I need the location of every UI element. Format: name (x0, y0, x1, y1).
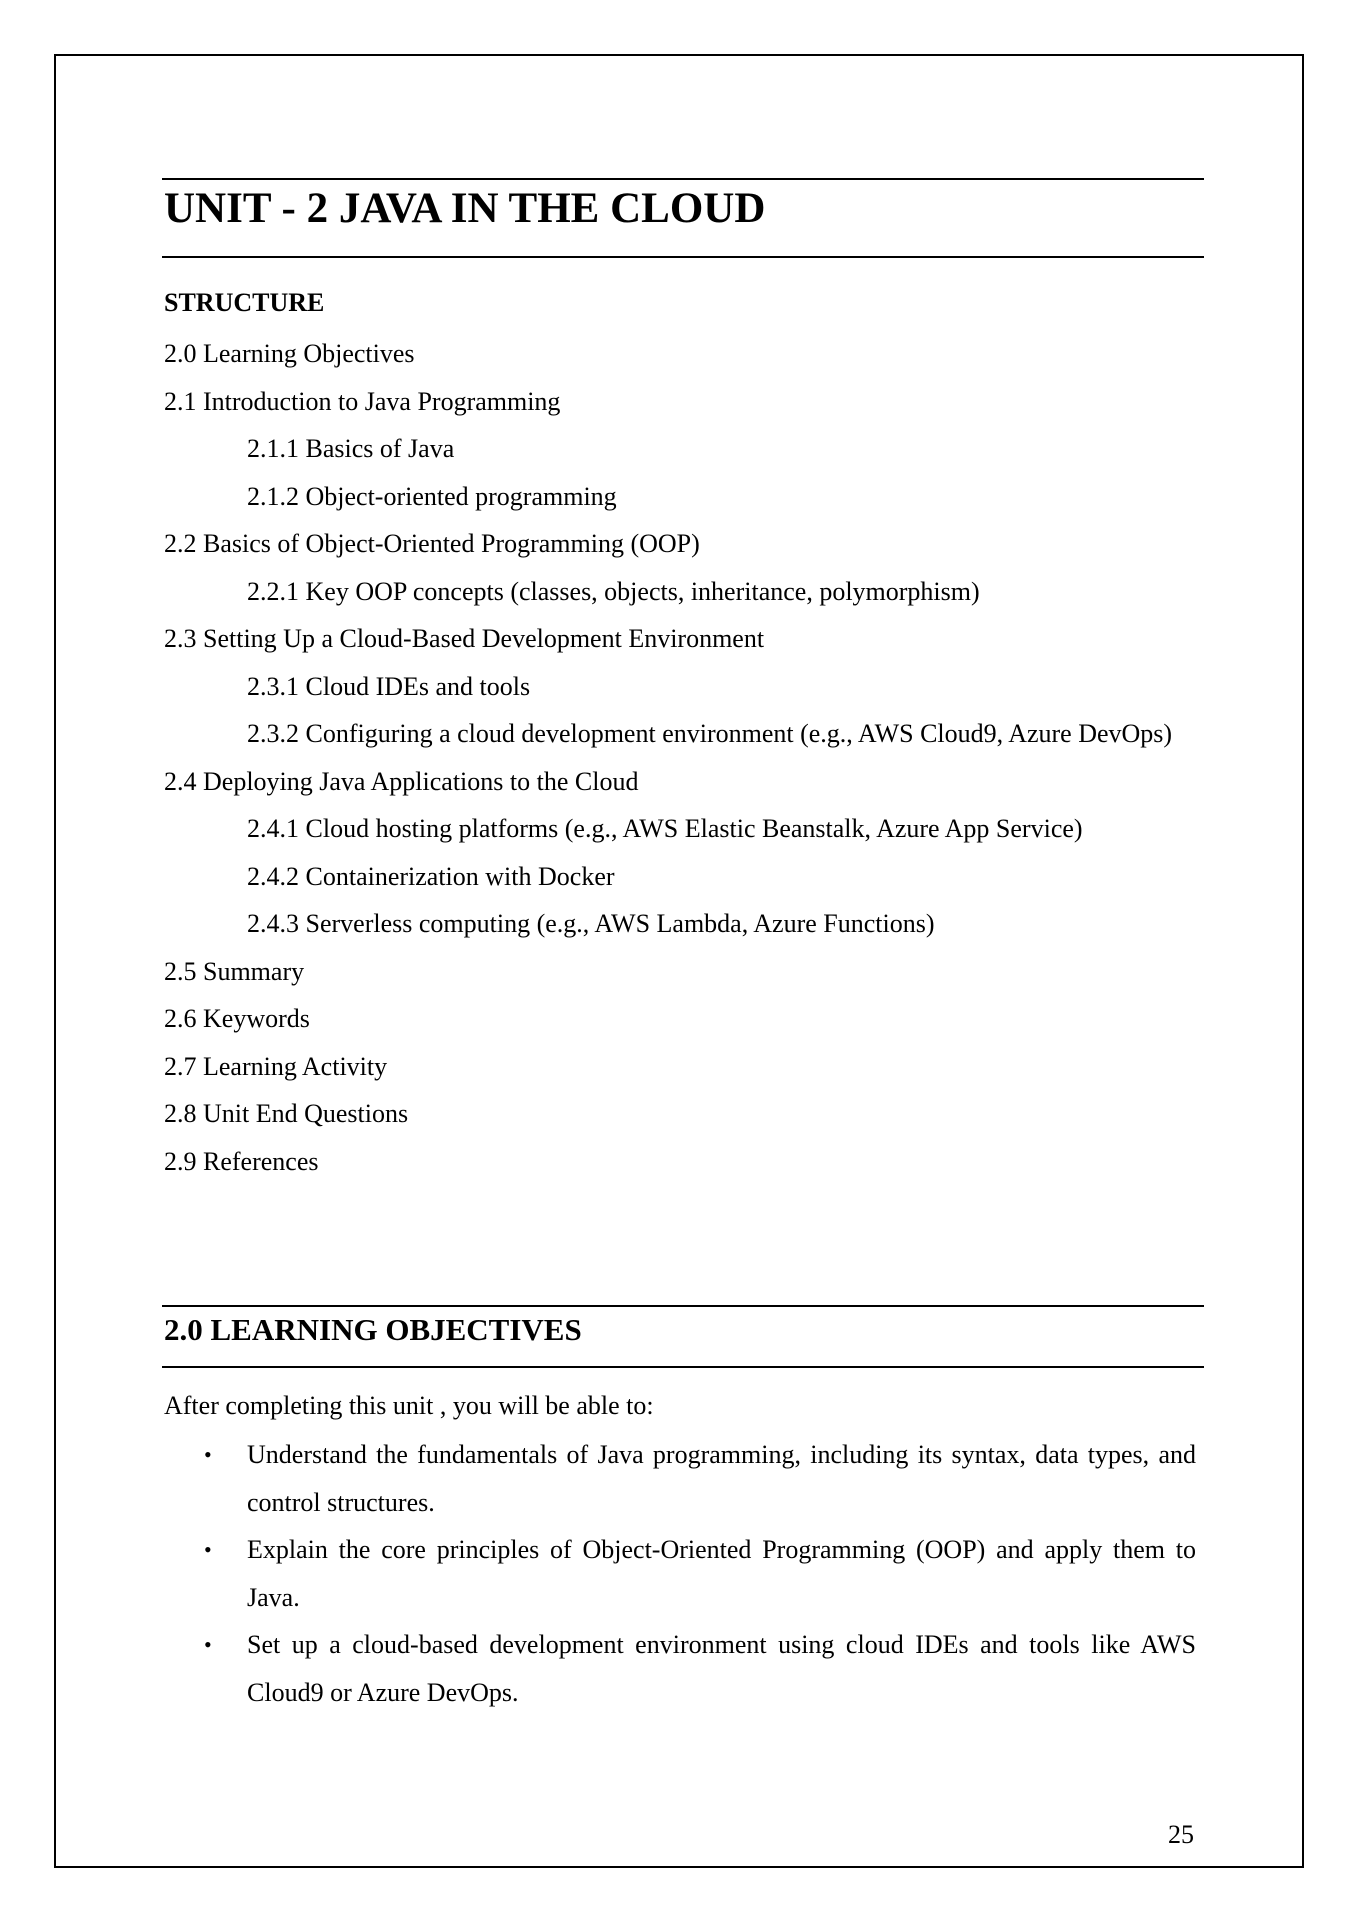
structure-item: 2.4 Deploying Java Applications to the Cloud (164, 766, 639, 796)
objective-text: Set up a cloud-based development environment using cloud IDEs and tools like AWS Cloud9 or Azure DevOps. (247, 1630, 1196, 1707)
structure-subitem: 2.1.2 Object-oriented programming (247, 481, 617, 511)
structure-subitem: 2.4.2 Containerization with Docker (247, 861, 615, 891)
objective-text: Explain the core principles of Object-Oriented Programming (OOP) and apply them to Java. (247, 1535, 1196, 1612)
page-number: 25 (1168, 1820, 1194, 1849)
structure-item: 2.8 Unit End Questions (164, 1099, 409, 1128)
structure-heading: STRUCTURE (164, 288, 325, 317)
objective-item (164, 1526, 1196, 1621)
learning-objectives-heading: 2.0 LEARNING OBJECTIVES (164, 1312, 582, 1347)
section-bottom-rule (162, 1366, 1204, 1368)
objective-item (164, 1431, 1196, 1526)
structure-item: 2.7 Learning Activity (164, 1051, 388, 1081)
structure-subitem: 2.3.2 Configuring a cloud development environment (e.g., AWS Cloud9, Azure DevOps) (247, 719, 1173, 748)
structure-item: 2.0 Learning Objectives (164, 339, 415, 368)
structure-subitem: 2.4.1 Cloud hosting platforms (e.g., AWS Elastic Beanstalk, Azure App Service) (247, 814, 1083, 843)
bullet-icon: • (204, 1632, 212, 1657)
objectives-intro: After completing this unit , you will be able to: (164, 1391, 654, 1420)
title-top-rule (162, 178, 1204, 180)
unit-title: UNIT - 2 JAVA IN THE CLOUD (164, 185, 766, 232)
structure-item: 2.2 Basics of Object-Oriented Programming (OOP) (164, 529, 700, 558)
structure-list (164, 330, 1204, 1185)
structure-item: 2.6 Keywords (164, 1004, 310, 1033)
structure-item: 2.9 References (164, 1146, 319, 1176)
section-top-rule (162, 1305, 1204, 1307)
objectives-list (164, 1431, 1196, 1716)
bullet-icon: • (204, 1442, 212, 1467)
objective-item (164, 1621, 1196, 1716)
structure-subitem: 2.2.1 Key OOP concepts (classes, objects, inheritance, polymorphism) (247, 576, 980, 606)
structure-item: 2.3 Setting Up a Cloud-Based Development Environment (164, 624, 765, 653)
structure-item: 2.1 Introduction to Java Programming (164, 386, 561, 416)
structure-subitem: 2.1.1 Basics of Java (247, 434, 455, 463)
bullet-icon: • (204, 1537, 212, 1562)
title-bottom-rule (162, 256, 1204, 258)
objective-text: Understand the fundamentals of Java programming, including its syntax, data types, and control structures. (247, 1440, 1196, 1517)
structure-subitem: 2.4.3 Serverless computing (e.g., AWS Lambda, Azure Functions) (247, 909, 935, 938)
structure-item: 2.5 Summary (164, 956, 305, 986)
structure-subitem: 2.3.1 Cloud IDEs and tools (247, 671, 531, 701)
